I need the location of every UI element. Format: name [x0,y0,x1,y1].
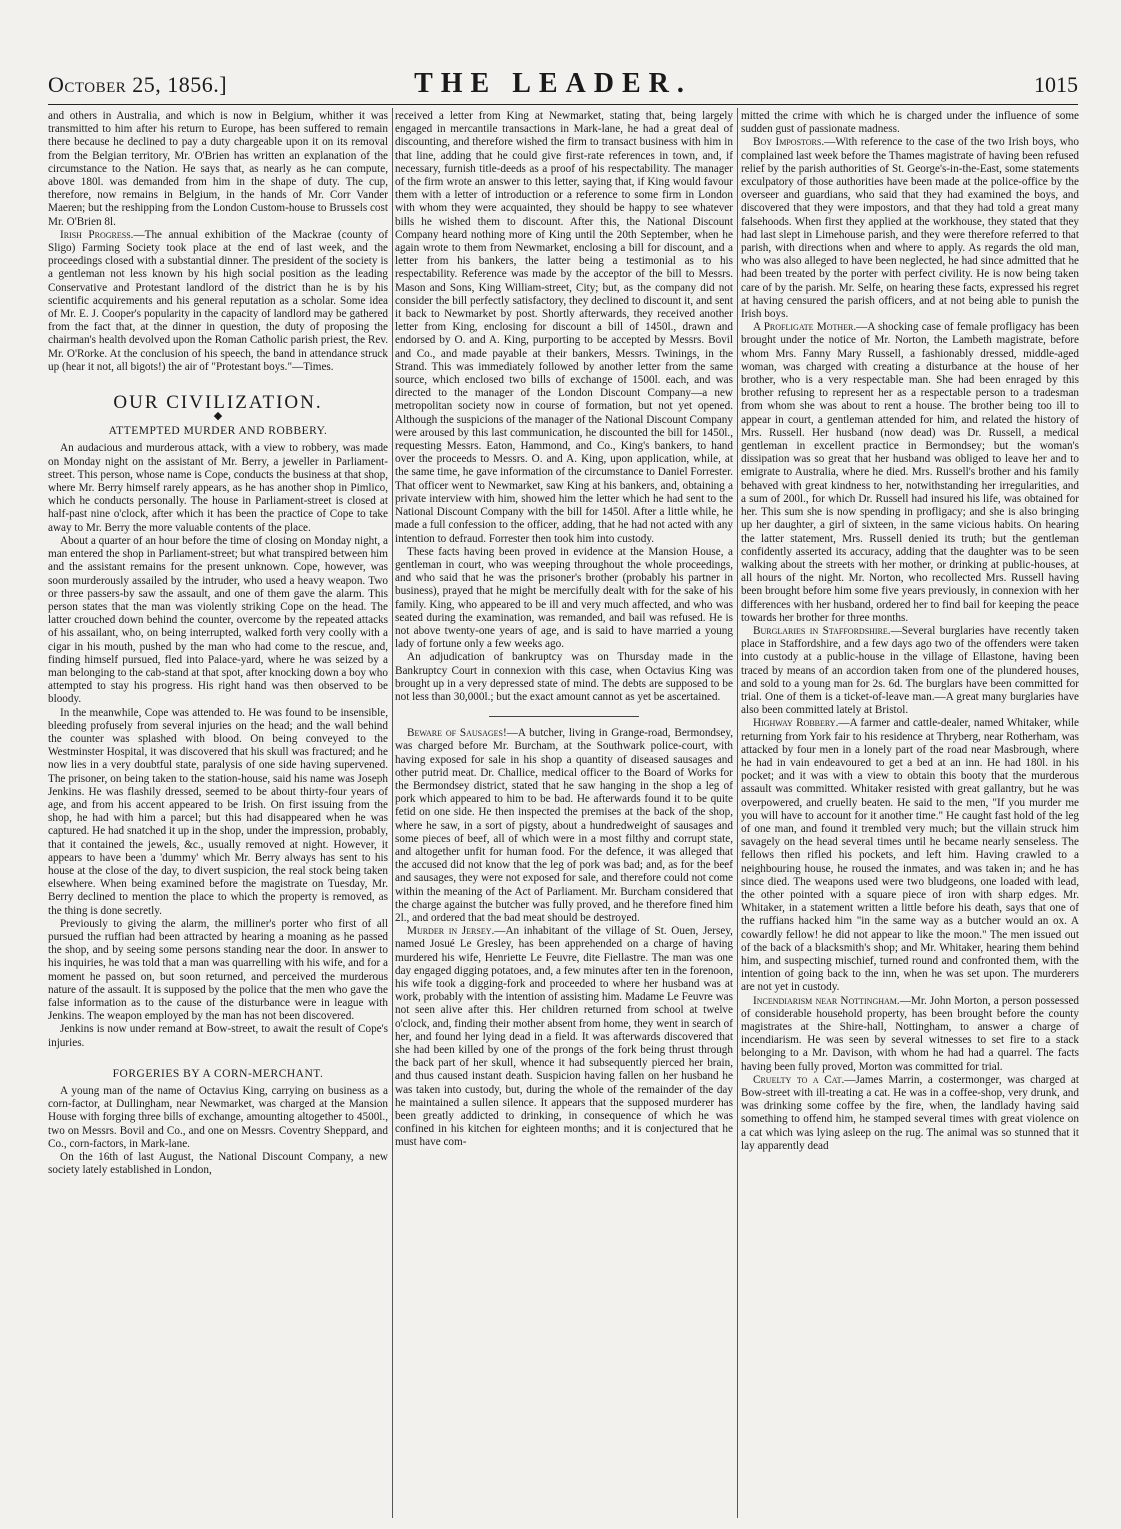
masthead-title: THE LEADER. [414,68,692,99]
article-heading: Incendiarism near Nottingham. [753,994,900,1007]
issue-date: October 25, 1856.] [48,72,228,97]
article-text: —A shocking case of female profligacy has been brought under the notice of Mr. Norton, the Lambeth magistrate, before whom Mrs. Fanny Mary Russell, a fashionably dressed, middle-aged woman, was charged with creating a disturbance at the house of her brother, who is a very respectable man. She had been enraged by this brother refusing to represent her as a respectable person to a tradesman from whom she was about to rent a house. The brother being too ill to appear in court, a gentleman attended for him, and related the history of Mrs. Russell. Her husband (now dead) was Dr. Russell, a medical gentleman in excellent practice in Bermondsey; but the woman's dissipation was so great that her husband was obliged to leave her and to emigrate to Australia, where he died. Mrs. Russell's brother and his family behaved with great kindness to her, notwithstanding her irregularities, and a sum of 200l., for which Dr. Russell had insured his life, was obtained for her. This sum she is now spending in profligacy; and she is also bringing up her daughter, a girl of sixteen, in the same vicious habits. On hearing the latter statement, Mrs. Russell denied its truth; but the gentleman confidently asserted its accuracy, adding that the daughter was to be seen walking about the streets with her mother, or drinking at public-houses, at all hours of the night. Mr. Norton, who recollected Mrs. Russell having been brought before him some five years previously, in connexion with her differences with her husband, ordered her to find bail for keeping the peace towards her brother for three months. [741,321,1079,624]
article-text: —The annual exhibition of the Mackrae (county of Sligo) Farming Society took place at the end of last week, and the proceedings closed with a substantial dinner. The president of the society is a gentleman not less known by his high social position as the leading Conservative and Protestant landlord of the district than he is by his scientific acquirements and his general reputation as a scholar. Some idea of Mr. E. J. Cooper's popularity in the capacity of landlord may be gathered from the fact that, at the dinner in question, the duty of proposing the chairman's health devolved upon the Roman Catholic parish priest, the Rev. Mr. O'Rorke. At the conclusion of his speech, the band in attendance struck up (hear it not, all bigots!) the air of "Protestant boys."—Times. [48,228,388,373]
article-incendiarism [741,995,1079,1074]
subheading: FORGERIES BY A CORN-MERCHANT. [112,1067,324,1080]
article-cruelty-cat [741,1074,1079,1153]
header-rule [48,104,1078,105]
paragraph: In the meanwhile, Cope was attended to. He was found to be insensible, bleeding profusely from several injuries on the head; and the wall behind the counter was splashed with blood. On being conveyed to the Westminster Hospital, it was discovered that his skull was fractured; and he now lies in a very doubtful state, paralysis of one side having supervened. The prisoner, on being taken to the station-house, said his name was Joseph Jenkins. He was flashily dressed, seemed to be about thirty-four years of age, and from his accent appeared to be Irish. On first issuing from the shop, he had with him a parcel; but this had disappeared when he was captured. He had snatched it up in the shop, under the impression, probably, that it contained the jewels, &c., usually removed at night. However, it appears to have been a 'dummy' which Mr. Berry always has sent to his house at the close of the day, to divert suspicion, the real stock being taken elsewhere. When being examined before the magistrate on Tuesday, Mr. Berry declined to mention the place to which the property is removed, as the thing is done secretly. [48,706,388,917]
continued-paragraph: mitted the crime with which he is charged under the influence of some sudden gust of passionate madness. [741,110,1079,136]
article-heading: Murder in Jersey. [407,925,495,938]
article-text: —A farmer and cattle-dealer, named Whitaker, while returning from York fair to his residence at Thryberg, near Rotherham, was attacked by four men in a lonely part of the road near Masbrough, where he had in vain endeavoured to get a bed at an inn. He had 180l. in his pocket; and it was with a view to obtain this booty that the murderous assault was committed. Whitaker resisted with great gallantry, but he was overpowered, and cruelly beaten. He said to the men, "If you murder me you will have to account for it another time." He caught fast hold of the leg of one man, and found it trembled very much; but the villain struck him savagely on the head several times until he became nearly senseless. The fellows then rifled his pockets, and left him. Having crawled to a neighbouring house, he roused the inmates, and was taken in; and he has since died. The weapons used were two bludgeons, one loaded with lead, the other pointed with a square piece of iron with sharp edges. Mr. Whitaker, in a statement written a little before his death, says that one of the ruffians hacked him "in the same way as a butcher would an ox. A cowardly fellow! he did not appear to like the moon." The men issued out of the back of a blacksmith's shop; and Mr. Whitaker, hearing them behind him, and suspecting mischief, turned round and confronted them, with the intention of going back to the inn, when he was set upon. The murderers are not yet in custody. [741,717,1079,994]
article-murder-jersey [395,925,733,1149]
article-heading: Beware of Sausages! [407,727,507,740]
article-heading: Highway Robbery. [753,717,839,730]
column-2 [395,110,733,1515]
paragraph: An adjudication of bankruptcy was on Thursday made in the Bankruptcy Court in connexion with this case, when Octavius King was brought up in a very depressed state of mind. The debts are supposed to be not less than 30,000l.; but the exact amount cannot as yet be ascertained. [395,651,733,703]
paragraph: A young man of the name of Octavius King, carrying on business as a corn-factor, at Dullingham, near Newmarket, was charged at the Mansion House with forging three bills of exchange, amounting altogether to 4500l., two on Messrs. Bovil and Co., and one on Messrs. Coventry Sheppard, and Co., corn-factors, in Mark-lane. [48,1085,388,1150]
page-header [48,68,1078,102]
paragraph: These facts having been proved in evidence at the Mansion House, a gentleman in court, who was weeping throughout the whole proceedings, and who said that he was the prisoner's brother (probably his partner in business), prayed that he might be mercifully dealt with for the sake of his family. King, who appeared to be ill and very much affected, and who was seated during the examination, was remanded, and bail was refused. He is not above twenty-one years of age, and is said to have married a young lady of fortune only a few weeks ago. [395,545,733,651]
column-3 [741,110,1079,1515]
article-text: —An inhabitant of the village of St. Ouen, Jersey, named Josué Le Gresley, has been apprehended on a charge of having murdered his wife, Henriette Le Feuvre, dite Fiellastre. The man was one day engaged digging potatoes, and, a few minutes after ten in the forenoon, his wife took a digging-fork and proceeded to where her husband was at work, probably with the intention of assisting him. Madame Le Feuvre was not seen alive after this. Her children returned from school at twelve o'clock, and, finding their mother absent from home, they went in search of her, and found her lying dead in a field. It was afterwards discovered that she had been killed by one of the prongs of the fork being thrust through the back part of her skull, whence it had subsequently pierced her brain, and thus caused instant death. Suspicion having fallen on her husband he was taken into custody, but, during the whole of the remainder of the day he maintained a sullen silence. It appears that the supposed murderer has been greatly addicted to drinking, in consequence of which he was confined in his kitchen for eighteen months; and it is conjectured that he must have com- [395,925,733,1149]
article-heading: Burglaries in Staffordshire. [753,624,891,637]
article-text: —Several burglaries have recently taken place in Staffordshire, and a few days ago two of the offenders were taken into custody at a public-house in the village of Ellastone, having been traced by means of an accordion taken from one of the plundered houses, and sold to a young man for 2s. 6d. The burglars have been committed for trial. One of them is a ticket-of-leave man.—A great many burglaries have also been committed lately at Bristol. [741,624,1079,717]
article-heading: Cruelty to a Cat. [753,1073,845,1086]
paragraph: Previously to giving the alarm, the milliner's porter who first of all pursued the ruffian had been attracted by hearing a moaning as he passed the shop, and by seeing some persons standing near the door. In answer to his inquiries, he was told that a man was quarrelling with his wife, and for a moment he passed on, but soon returned, and perceived the murderous nature of the assault. It is supposed by the police that the men who gave the false information as to the cause of the disturbance were in league with Jenkins. The weapon employed by the man has not been discovered. [48,917,388,1023]
paragraph: Jenkins is now under remand at Bow-street, to await the result of Cope's injuries. [48,1023,388,1049]
continued-paragraph: received a letter from King at Newmarket, stating that, being largely engaged in mercantile transactions in Mark-lane, he had a great deal of discounting, and therefore wished the firm to transact business with him in that line, adding that he could give first-rate references in town, and, if necessary, furnish title-deeds as a proof of his respectability. The manager of the firm wrote an answer to this letter, saying that, if King would favour them with a letter of introduction or a reference to some firm in London with whom they were acquainted, they should be happy to see whatever bills he wished them to discount. After this, the National Discount Company heard nothing more of King until the 20th September, when he again wrote to them from Newmarket, enclosing a bill for discount, and a letter from his bankers, the latter being a testimonial as to his respectability. Reference was made by the acceptor of the bill to Messrs. Mason and Sons, King William-street, City; but, as the company did not consider the bill perfectly satisfactory, they declined to discount it, and sent it back to Newmarket by post. Shortly afterwards, they received another letter from King, enclosing for discount a bill of 1450l., drawn and endorsed by O. and A. King, purporting to be accepted by Messrs. Bovil and Co., and made payable at their bankers, Messrs. Twinings, in the Strand. This was immediately followed by another letter from the same source, which enclosed two bills of exchange of 1500l. each, and was directed to the manager of the London Discount Company—a new metropolitan society now in course of formation, but not yet opened. Although the suspicions of the manager of the National Discount Company were aroused by this last communication, he discounted the bill for 1450l., requesting Messrs. Eaton, Hammond, and Co., King's bankers, to hand over the proceeds to Messrs. O. and A. King, upon application, while, at the same time, he gave information of the circumstance to Daniel Forrester. That officer went to Newmarket, saw King at his bankers, and, obtaining a private interview with him, showed him the letter which he had sent to the National Discount Company with the bill for 1450l. After a little while, he made a full confession to the officer, adding, that he had not acted with any intention to defraud. Forrester then took him into custody. [395,110,733,545]
column-divider [392,108,393,1518]
subheading: ATTEMPTED MURDER AND ROBBERY. [108,425,328,438]
article-burglaries [741,625,1079,717]
article-boy-impostors [741,136,1079,321]
article-text: —A butcher, living in Grange-road, Bermondsey, was charged before Mr. Burcham, at the Southwark police-court, with having exposed for sale in his shop a quantity of diseased sausages and other putrid meat. Dr. Challice, medical officer to the Board of Works for the Bermondsey district, stated that he saw hanging in the shop a leg of pork which appeared to him to be bad. He afterwards found it to be quite fetid on one side. He then inspected the premises at the back of the shop, where he saw, in a sort of pigsty, about a hundredweight of sausages and some pieces of beef, all of which were in a most filthy and corrupt state, and altogether unfit for human food. For the defence, it was alleged that the accused did not know that the leg of pork was bad; and, as for the beef and sausages, they were not exposed for sale, and therefore could not come within the meaning of the Act of Parliament. Mr. Burcham considered that the charge against the butcher was fully proved, and he therefore fined him 2l., and ordered that the bad meat should be destroyed. [395,727,733,924]
article-profligate-mother [741,321,1079,625]
separator-rule [489,716,639,717]
article-heading: Irish Progress. [60,228,134,241]
article-sausages [395,727,733,925]
paragraph: About a quarter of an hour before the time of closing on Monday night, a man entered the shop in Parliament-street; but what transpired between him and the assistant remains for the present unknown. Cope, however, was soon murderously assailed by the intruder, who used a heavy weapon. Two or three passers-by saw the assault, and one of them gave the alarm. This person states that the man was violently striking Cope on the head. The latter crouched down behind the counter, overcome by the repeated attacks of his assailant, who, on being interrupted, walked forth very coolly with a cigar in his mouth, pushed by the man who had come to the rescue, and, finding himself pursued, fled into Palace-yard, where he was seized by a man belonging to the cab-stand at that spot, after knocking down a boy who attempted to stay his progress. His right hand was then observed to be bloody. [48,534,388,706]
ornament-icon: ◆ [213,410,223,423]
paragraph: An audacious and murderous attack, with a view to robbery, was made on Monday night on the assistant of Mr. Berry, a jeweller in Parliament-street. This person, whose name is Cope, conducts the business at that shop, where Mr. Berry himself rarely appears, as he has another shop in Pimlico, which he conducts personally. The house in Parliament-street is closed at half-past nine o'clock, after which it has been the practice of Cope to take away to Mr. Berry the more valuable contents of the place. [48,442,388,534]
column-divider [737,108,738,1518]
article-highway-robbery [741,717,1079,994]
article-text: —With reference to the case of the two Irish boys, who complained last week before the Thames magistrate of having been refused relief by the parish authorities of St. George's-in-the-East, some statements exculpatory of those authorities have been made at the police-office by the overseer and guardians, who said that they had examined the boys, and discovered that they were impostors, and that they had told a great many falsehoods. When first they applied at the workhouse, they stated that they had last slept in Limehouse parish, and they were therefore referred to that parish, with directions when and where to apply. As regards the old man, who was also alleged to have been neglected, he had since admitted that he had been treated by the porter with perfect civility. He is now being taken care of by the parish. Mr. Selfe, on hearing these facts, expressed his regret at having censured the parish officers, and at not being able to punish the Irish boys. [741,136,1079,321]
article-text: —Mr. John Morton, a person possessed of considerable household property, has been brought before the county magistrates at the Shire-hall, Nottingham, to answer a charge of incendiarism. He was seen by several witnesses to set fire to a stack belonging to a Mr. Davison, with whom he had had a quarrel. The facts having been fully proved, Morton was committed for trial. [741,994,1079,1073]
page-number: 1015 [1034,72,1078,97]
article-text: —James Marrin, a costermonger, was charged at Bow-street with ill-treating a cat. He was in a coffee-shop, very drunk, and was drinking some coffee by the fire, when, the landlady having said something to offend him, he stamped several times with great violence on a cat which was lying asleep on the rug. The animal was so stunned that it lay apparently dead [741,1073,1079,1152]
continued-paragraph: and others in Australia, and which is now in Belgium, whither it was transmitted to him after his return to Europe, has been suffered to remain there because he declined to pay a duty chargeable upon it on its removal from the Belgian territory, Mr. O'Brien has written an explanation of the circumstance to the Nation. He says that, as nearly as he can compute, above 180l. was demanded from him in the shape of duty. The cup, therefore, now remains in Belgium, in the hands of Mr. Corr Vander Maeren; but the reshipping from the London Custom-house to Brussels cost Mr. O'Brien 8l. [48,110,388,228]
column-1 [48,110,388,1515]
section-title: OUR CIVILIZATION. [113,392,323,414]
paragraph: On the 16th of last August, the National Discount Company, a new society lately established in London, [48,1151,388,1177]
article-irish-progress [48,229,388,374]
article-heading: A Profligate Mother. [753,321,857,334]
article-heading: Boy Impostors. [753,136,825,149]
